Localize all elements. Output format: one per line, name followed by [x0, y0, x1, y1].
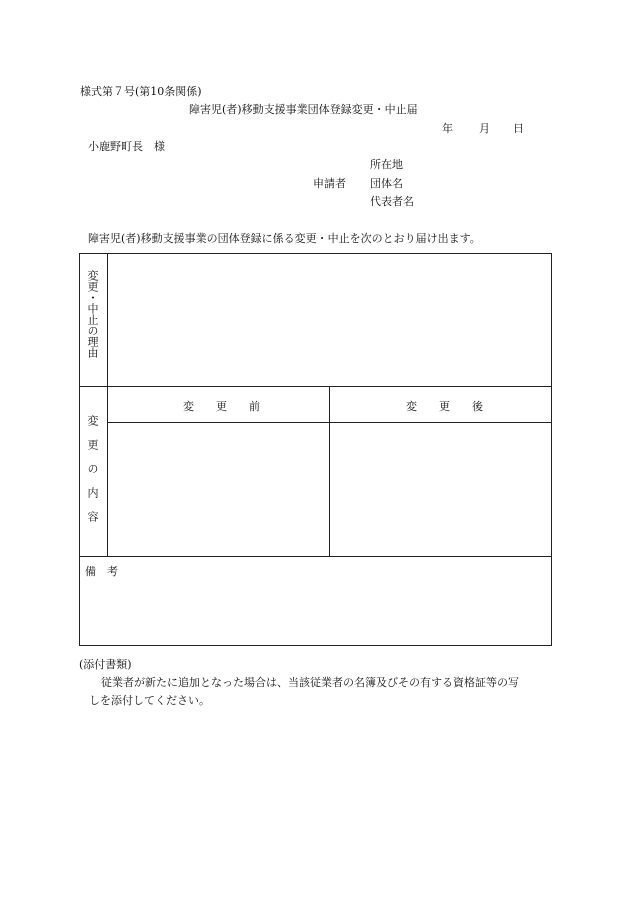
statement: 障害児(者)移動支援事業の団体登録に係る変更・中止を次のとおり届け出ます。: [88, 232, 481, 245]
change-content-label: 変更の内容: [86, 415, 99, 535]
representative-label: 代表者名: [370, 195, 414, 208]
org-name-label: 団体名: [370, 177, 403, 190]
form-number: 様式第７号(第10条関係): [80, 85, 202, 98]
divider-reason-content: [79, 386, 552, 387]
after-change-header: 変 更 後: [406, 400, 483, 413]
attachments-note-line2: しを添付してください。: [89, 694, 210, 707]
attachments-note-line1: 従業者が新たに追加となった場合は、当該従業者の名簿及びその有する資格証等の写: [101, 676, 519, 689]
address-label: 所在地: [370, 158, 403, 171]
attachments-heading: (添付書類): [79, 658, 132, 671]
divider-content-remarks: [79, 556, 552, 557]
form-title: 障害児(者)移動支援事業団体登録変更・中止届: [189, 103, 418, 116]
date-year: 年: [442, 122, 453, 135]
applicant-label: 申請者: [313, 177, 346, 190]
date-day: 日: [513, 122, 524, 135]
date-month: 月: [479, 122, 490, 135]
divider-before-after: [329, 386, 330, 556]
addressee: 小鹿野町長 様: [88, 140, 165, 153]
before-change-header: 変 更 前: [183, 400, 260, 413]
reason-label: 変更・中止の理由: [86, 270, 99, 358]
divider-label-column: [107, 253, 108, 556]
form-table: [79, 253, 552, 646]
remarks-label: 備 考: [85, 565, 118, 578]
